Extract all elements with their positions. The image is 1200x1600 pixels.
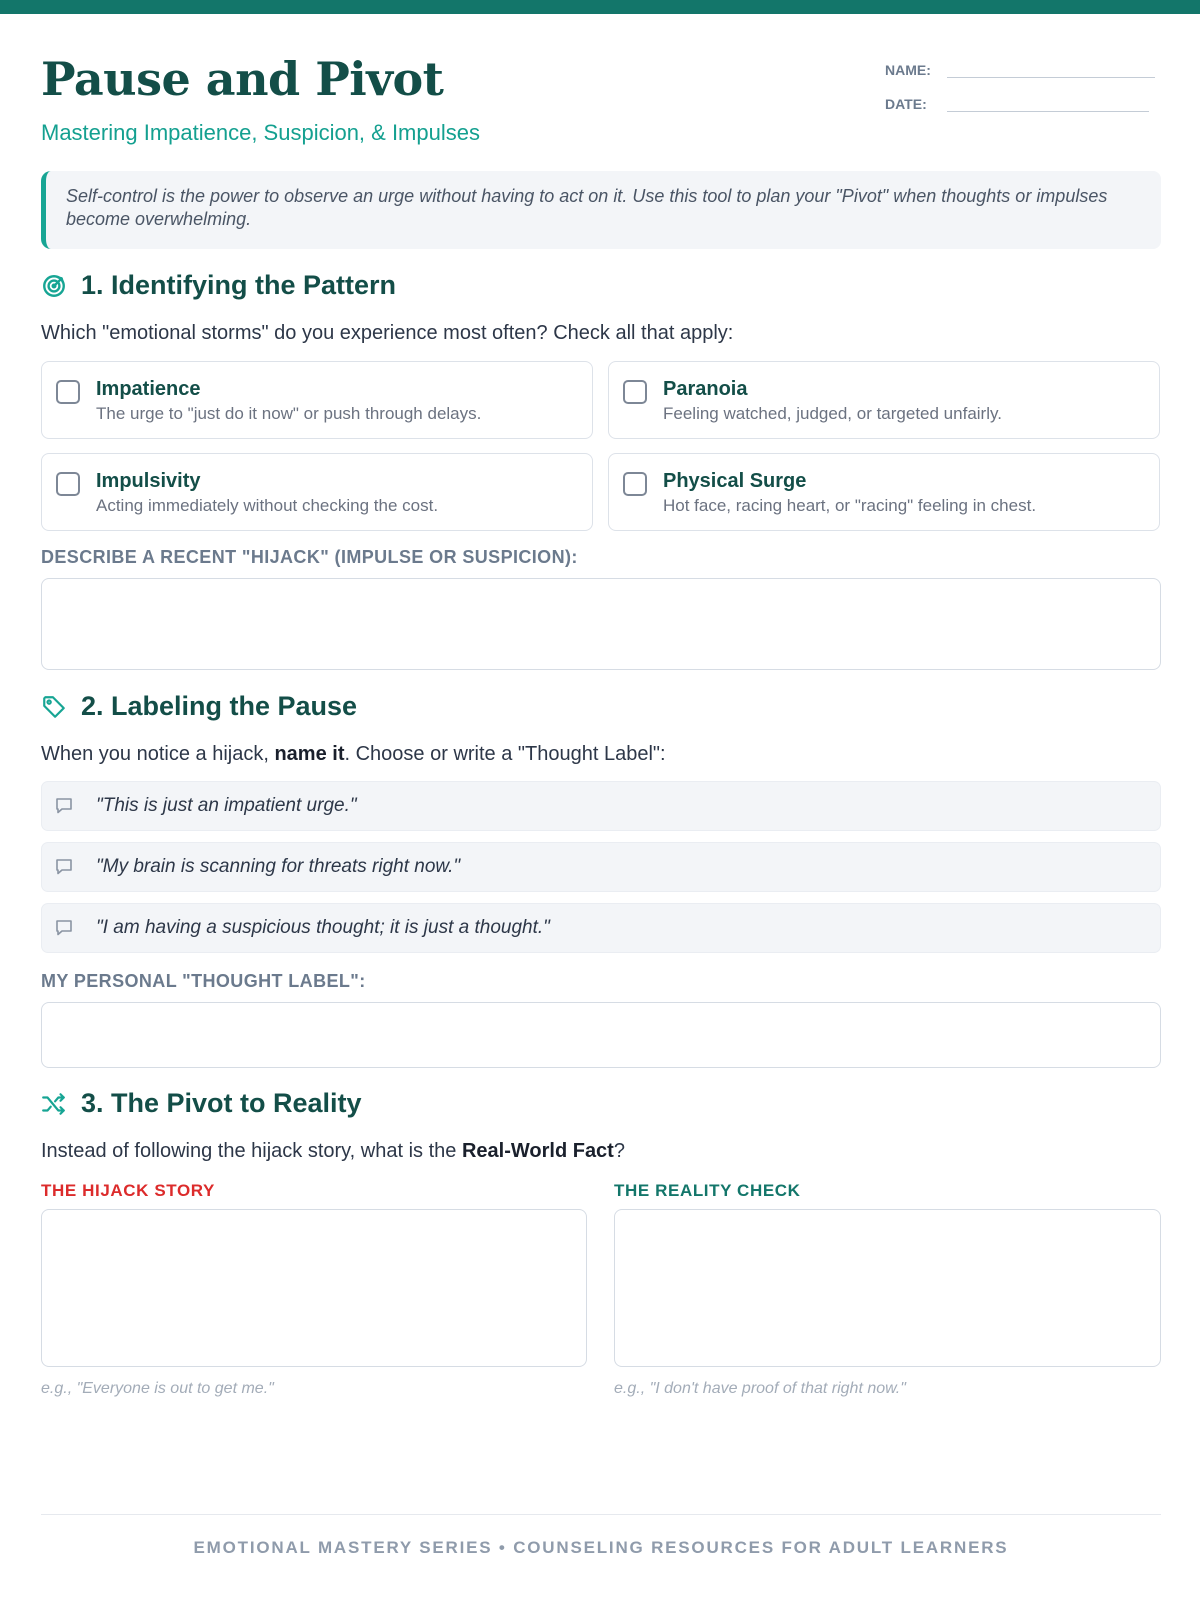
section-2-heading	[41, 691, 357, 722]
checkbox[interactable]	[623, 472, 647, 496]
date-row	[885, 92, 1161, 112]
section-3-title: 3. The Pivot to Reality	[81, 1088, 362, 1118]
personal-label-heading: MY PERSONAL "THOUGHT LABEL":	[41, 971, 366, 991]
speech-bubble-icon	[54, 857, 74, 877]
section-3-heading	[41, 1088, 362, 1119]
name-field[interactable]	[947, 59, 1155, 78]
thought-label-option[interactable]	[41, 903, 1161, 953]
option-description: Acting immediately without checking the cost.	[96, 496, 439, 515]
page-subtitle: Mastering Impatience, Suspicion, & Impulses	[41, 120, 480, 145]
prompt-emphasis: Real-World Fact	[461, 1140, 614, 1162]
option-description: Feeling watched, judged, or targeted unfairly.	[663, 404, 1002, 423]
section-1-title: 1. Identifying the Pattern	[81, 270, 397, 300]
name-row	[885, 58, 1161, 78]
checkbox[interactable]	[56, 380, 80, 404]
thought-label-text: "My brain is scanning for threats right now."	[96, 856, 461, 877]
option-impulsivity[interactable]	[41, 453, 593, 531]
option-paranoia[interactable]	[608, 361, 1160, 439]
section-1-heading	[41, 270, 396, 301]
checkbox[interactable]	[623, 380, 647, 404]
date-field[interactable]	[947, 93, 1149, 112]
section-3-prompt	[41, 1140, 625, 1163]
hijack-story-field[interactable]	[41, 1209, 587, 1367]
speech-bubble-icon	[54, 796, 74, 816]
option-name: Impulsivity	[96, 470, 201, 492]
reality-check-field[interactable]	[614, 1209, 1161, 1367]
section-2-prompt	[41, 743, 666, 766]
reality-check-label: THE REALITY CHECK	[614, 1181, 801, 1200]
intro-callout: Self-control is the power to observe an urge without having to act on it. Use this tool to plan your "Pivot" when thoughts or impulses become overwhelming.	[41, 171, 1161, 249]
option-name: Paranoia	[663, 378, 748, 400]
name-date-fields	[885, 58, 1161, 126]
hijack-description-label: DESCRIBE A RECENT "HIJACK" (IMPULSE OR SUSPICION):	[41, 547, 578, 567]
page-title: Pause and Pivot	[41, 52, 444, 106]
option-description: The urge to "just do it now" or push through delays.	[96, 404, 482, 423]
hijack-description-field[interactable]	[41, 578, 1161, 670]
prompt-text: Instead of following the hijack story, what is the	[41, 1140, 462, 1162]
prompt-emphasis: name it	[274, 743, 345, 765]
reality-example-text: e.g., "I don't have proof of that right now."	[614, 1380, 906, 1397]
option-impatience[interactable]	[41, 361, 593, 439]
speech-bubble-icon	[54, 918, 74, 938]
option-name: Physical Surge	[663, 470, 807, 492]
prompt-text: . Choose or write a "Thought Label":	[344, 743, 666, 765]
top-accent-bar	[0, 0, 1200, 14]
prompt-text: When you notice a hijack,	[41, 743, 275, 765]
option-physical-surge[interactable]	[608, 453, 1160, 531]
option-name: Impatience	[96, 378, 201, 400]
thought-label-option[interactable]	[41, 842, 1161, 892]
prompt-text: ?	[613, 1140, 625, 1162]
section-2-title: 2. Labeling the Pause	[81, 691, 358, 721]
option-description: Hot face, racing heart, or "racing" feeling in chest.	[663, 496, 1037, 515]
footer-text: EMOTIONAL MASTERY SERIES • COUNSELING RESOURCES FOR ADULT LEARNERS	[193, 1538, 1009, 1557]
footer-divider	[41, 1514, 1161, 1515]
thought-label-text: "This is just an impatient urge."	[96, 795, 357, 816]
hijack-example-text: e.g., "Everyone is out to get me."	[41, 1380, 274, 1397]
target-icon	[41, 273, 67, 299]
section-1-prompt: Which "emotional storms" do you experience most often? Check all that apply:	[41, 322, 734, 344]
hijack-story-label: THE HIJACK STORY	[41, 1181, 215, 1200]
shuffle-icon	[41, 1091, 67, 1117]
name-label: NAME:	[885, 62, 931, 78]
checkbox[interactable]	[56, 472, 80, 496]
thought-label-text: "I am having a suspicious thought; it is just a thought."	[96, 917, 550, 938]
date-label: DATE:	[885, 96, 927, 112]
tag-icon	[41, 694, 67, 720]
personal-thought-label-field[interactable]	[41, 1002, 1161, 1068]
thought-label-option[interactable]	[41, 781, 1161, 831]
